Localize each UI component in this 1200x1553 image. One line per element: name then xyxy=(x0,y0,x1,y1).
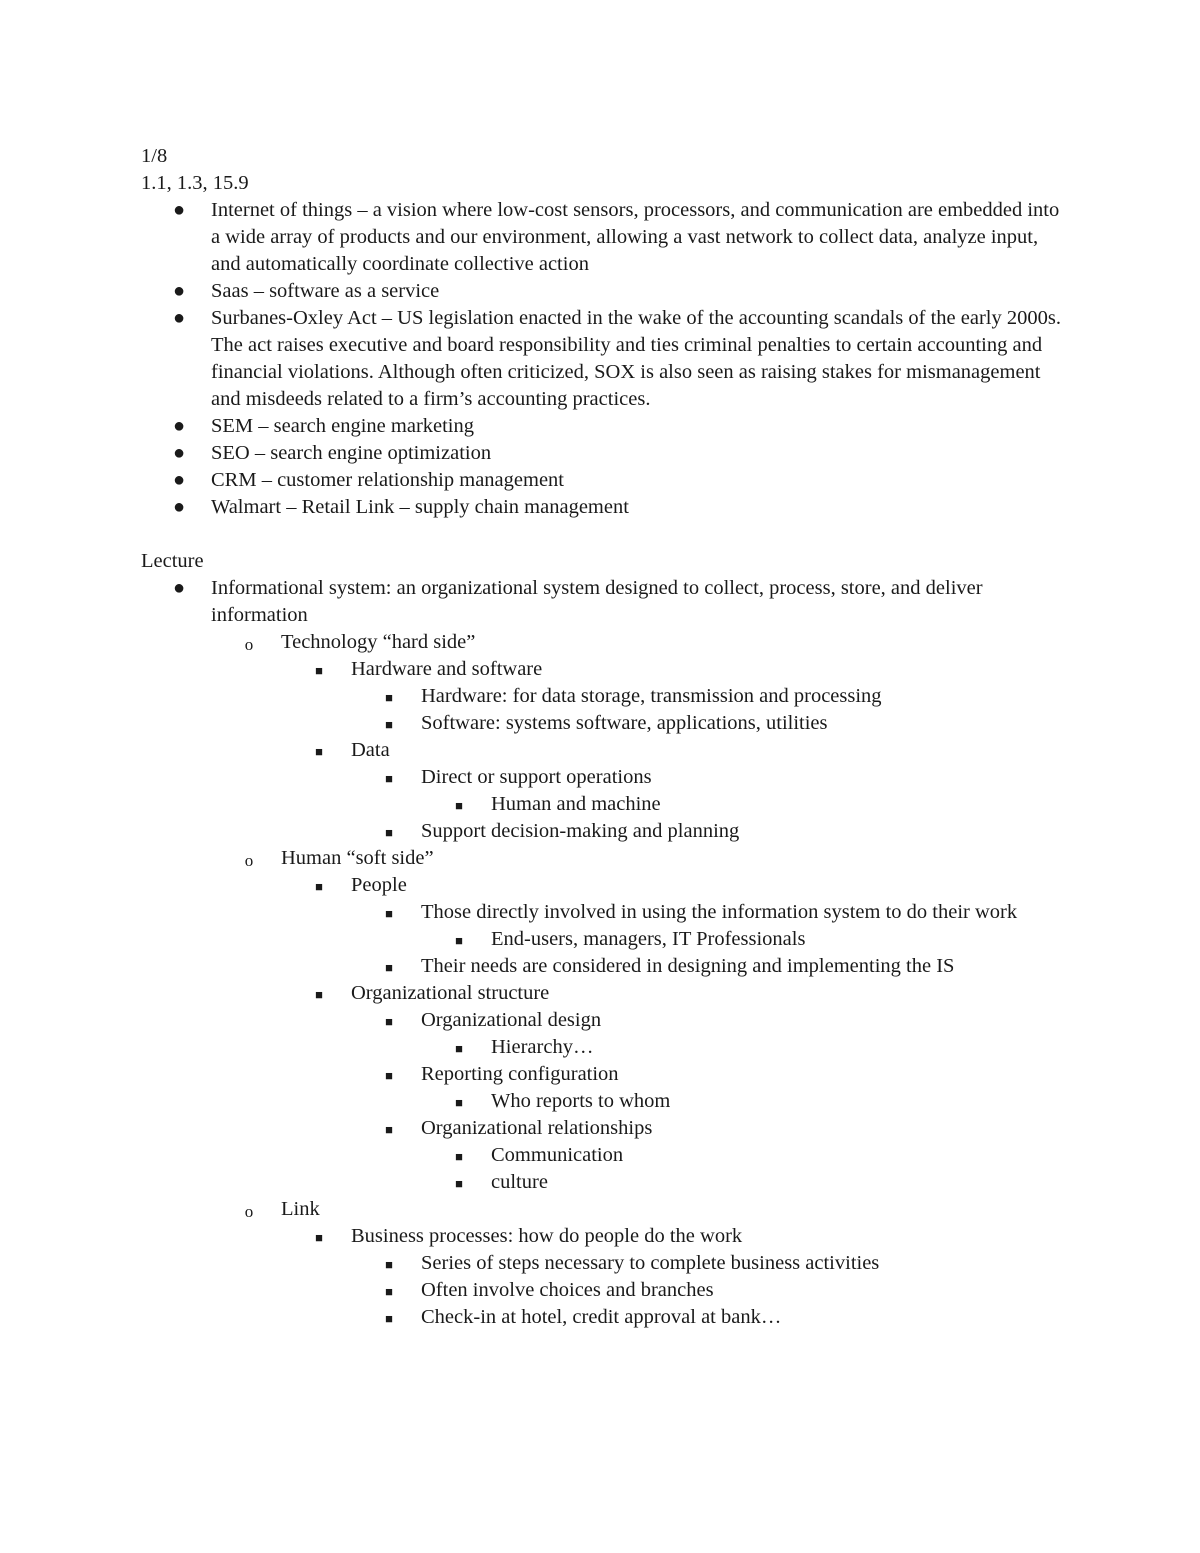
bullet-disc-icon: ● xyxy=(172,442,186,464)
bullet-square-icon: ■ xyxy=(315,1230,323,1245)
sub-list xyxy=(351,683,1071,737)
bullet-disc-icon: ● xyxy=(172,415,186,437)
sub-list xyxy=(281,656,1071,845)
list-item: ■ Human and machine xyxy=(421,791,1071,818)
sub-list xyxy=(281,1223,1071,1331)
date-line: 1/8 xyxy=(141,145,168,167)
sub-list xyxy=(281,872,1071,1196)
list-item: ■ Support decision-making and planning xyxy=(351,818,1071,845)
list-item: ■ Organizational design ■ Hierarchy… xyxy=(351,1007,1071,1061)
bullet-square-icon: ■ xyxy=(385,1068,393,1083)
bullet-square-icon: ■ xyxy=(315,663,323,678)
lecture-list xyxy=(141,575,1071,1331)
list-item: ■ Those directly involved in using the information system to do their work ■ End-users, managers, IT Professionals xyxy=(351,899,1071,953)
bullet-square-icon: ■ xyxy=(455,798,463,813)
sub-list xyxy=(211,629,1071,1331)
list-item: ● CRM – customer relationship management xyxy=(141,467,1071,494)
bullet-square-icon: ■ xyxy=(455,933,463,948)
bullet-square-icon: ■ xyxy=(385,1284,393,1299)
list-item: ■ Organizational structure ■ Organizational design ■ Hierarchy… ■ Reporting configuration ■ Who reports to whom ■ Organizational relationships ■ Communication ■ culture xyxy=(281,980,1071,1196)
sub-list xyxy=(351,899,1071,980)
bullet-circle-icon: o xyxy=(244,635,254,654)
bullet-disc-icon: ● xyxy=(172,469,186,491)
bullet-disc-icon: ● xyxy=(172,496,186,518)
bullet-square-icon: ■ xyxy=(315,879,323,894)
bullet-square-icon: ■ xyxy=(385,1257,393,1272)
readings-notes-list xyxy=(141,197,1071,521)
list-item: ■ Organizational relationships ■ Communication ■ culture xyxy=(351,1115,1071,1196)
list-item: ■ Often involve choices and branches xyxy=(351,1277,1071,1304)
bullet-square-icon: ■ xyxy=(385,690,393,705)
list-item: ● Internet of things – a vision where low-cost sensors, processors, and communication are embedded into a wide array of products and our environment, allowing a vast network to collect data, analyze input, and automatically coordinate collective action xyxy=(141,197,1071,278)
sub-list xyxy=(351,764,1071,845)
list-item: ■ culture xyxy=(421,1169,1071,1196)
list-item: ■ Communication xyxy=(421,1142,1071,1169)
list-item: o Human “soft side” ■ People ■ Those directly involved in using the information system to do their work ■ End-users, managers, IT Professionals ■ Their needs are considered in designing and implementing the IS ■ Organizational structure ■ Organizational design ■ Hierarchy… ■ Reporting configuration ■ Who reports to whom ■ Organizational relationships ■ Communication ■ culture xyxy=(211,845,1071,1196)
list-item: ■ Check-in at hotel, credit approval at bank… xyxy=(351,1304,1071,1331)
list-item: ■ End-users, managers, IT Professionals xyxy=(421,926,1071,953)
list-item: ■ Hierarchy… xyxy=(421,1034,1071,1061)
list-item: ■ Hardware: for data storage, transmission and processing xyxy=(351,683,1071,710)
list-item: ● SEO – search engine optimization xyxy=(141,440,1071,467)
bullet-square-icon: ■ xyxy=(385,1122,393,1137)
bullet-square-icon: ■ xyxy=(455,1095,463,1110)
bullet-square-icon: ■ xyxy=(455,1041,463,1056)
bullet-disc-icon: ● xyxy=(172,577,186,599)
bullet-square-icon: ■ xyxy=(385,771,393,786)
bullet-square-icon: ■ xyxy=(385,717,393,732)
list-item: ■ Their needs are considered in designing and implementing the IS xyxy=(351,953,1071,980)
bullet-square-icon: ■ xyxy=(385,825,393,840)
list-item: ● Saas – software as a service xyxy=(141,278,1071,305)
list-item: ■ Reporting configuration ■ Who reports to whom xyxy=(351,1061,1071,1115)
lecture-heading: Lecture xyxy=(141,550,204,572)
list-item: ■ Software: systems software, applications, utilities xyxy=(351,710,1071,737)
list-item: ■ People ■ Those directly involved in using the information system to do their work ■ End-users, managers, IT Professionals ■ Their needs are considered in designing and implementing the IS xyxy=(281,872,1071,980)
bullet-circle-icon: o xyxy=(244,1202,254,1221)
list-item: ■ Hardware and software ■ Hardware: for data storage, transmission and processing ■ Software: systems software, applications, utilities xyxy=(281,656,1071,737)
bullet-disc-icon: ● xyxy=(172,280,186,302)
sub-list xyxy=(421,791,1071,818)
list-item: ● Surbanes-Oxley Act – US legislation enacted in the wake of the accounting scandals of the early 2000s. The act raises executive and board responsibility and ties criminal penalties to certain accounting and financial violations. Although often criticized, SOX is also seen as raising stakes for mismanagement and misdeeds related to a firm’s accounting practices. xyxy=(141,305,1071,413)
bullet-square-icon: ■ xyxy=(315,987,323,1002)
list-item: ● SEM – search engine marketing xyxy=(141,413,1071,440)
notes-content xyxy=(141,143,1071,1331)
readings-line: 1.1, 1.3, 15.9 xyxy=(141,172,249,194)
list-item: ■ Series of steps necessary to complete business activities xyxy=(351,1250,1071,1277)
list-item: o Technology “hard side” ■ Hardware and software ■ Hardware: for data storage, transmission and processing ■ Software: systems software, applications, utilities ■ Data ■ Direct or support operations ■ Human and machine ■ Support decision-making and planning xyxy=(211,629,1071,845)
bullet-square-icon: ■ xyxy=(455,1176,463,1191)
sub-list xyxy=(421,1088,1071,1115)
sub-list xyxy=(351,1250,1071,1331)
list-item: o Link ■ Business processes: how do people do the work ■ Series of steps necessary to complete business activities ■ Often involve choices and branches ■ Check-in at hotel, credit approval at bank… xyxy=(211,1196,1071,1331)
bullet-square-icon: ■ xyxy=(455,1149,463,1164)
sub-list xyxy=(351,1007,1071,1196)
bullet-square-icon: ■ xyxy=(385,906,393,921)
bullet-square-icon: ■ xyxy=(385,1014,393,1029)
list-item: ■ Direct or support operations ■ Human and machine xyxy=(351,764,1071,818)
sub-list xyxy=(421,1034,1071,1061)
sub-list xyxy=(421,926,1071,953)
spacer xyxy=(141,521,1071,548)
list-item: ■ Data ■ Direct or support operations ■ Human and machine ■ Support decision-making and planning xyxy=(281,737,1071,845)
list-item: ● Informational system: an organizational system designed to collect, process, store, and deliver information o Technology “hard side” ■ Hardware and software ■ Hardware: for data storage, transmission and processing ■ Software: systems software, applications, utilities ■ Data ■ Direct or support operations ■ Human and machine ■ Support decision-making and planning o Human “soft side” ■ People ■ Those directly involved in using the information system to do their work ■ End-users, managers, IT Professionals ■ Their needs are considered in designing and implementing the IS ■ Organizational structure ■ Organizational design ■ Hierarchy… ■ Reporting configuration ■ Who reports to whom ■ Organizational relationships ■ Communication ■ culture o Link ■ Business processes: how do people do the work ■ Series of steps necessary to complete business activities ■ Often involve choices and branches ■ Check-in at hotel, credit approval at bank… xyxy=(141,575,1071,1331)
sub-list xyxy=(421,1142,1071,1196)
bullet-disc-icon: ● xyxy=(172,307,186,329)
bullet-square-icon: ■ xyxy=(385,960,393,975)
list-item: ■ Who reports to whom xyxy=(421,1088,1071,1115)
bullet-square-icon: ■ xyxy=(315,744,323,759)
bullet-disc-icon: ● xyxy=(172,199,186,221)
bullet-circle-icon: o xyxy=(244,851,254,870)
list-item: ■ Business processes: how do people do the work ■ Series of steps necessary to complete business activities ■ Often involve choices and branches ■ Check-in at hotel, credit approval at bank… xyxy=(281,1223,1071,1331)
bullet-square-icon: ■ xyxy=(385,1311,393,1326)
list-item: ● Walmart – Retail Link – supply chain management xyxy=(141,494,1071,521)
